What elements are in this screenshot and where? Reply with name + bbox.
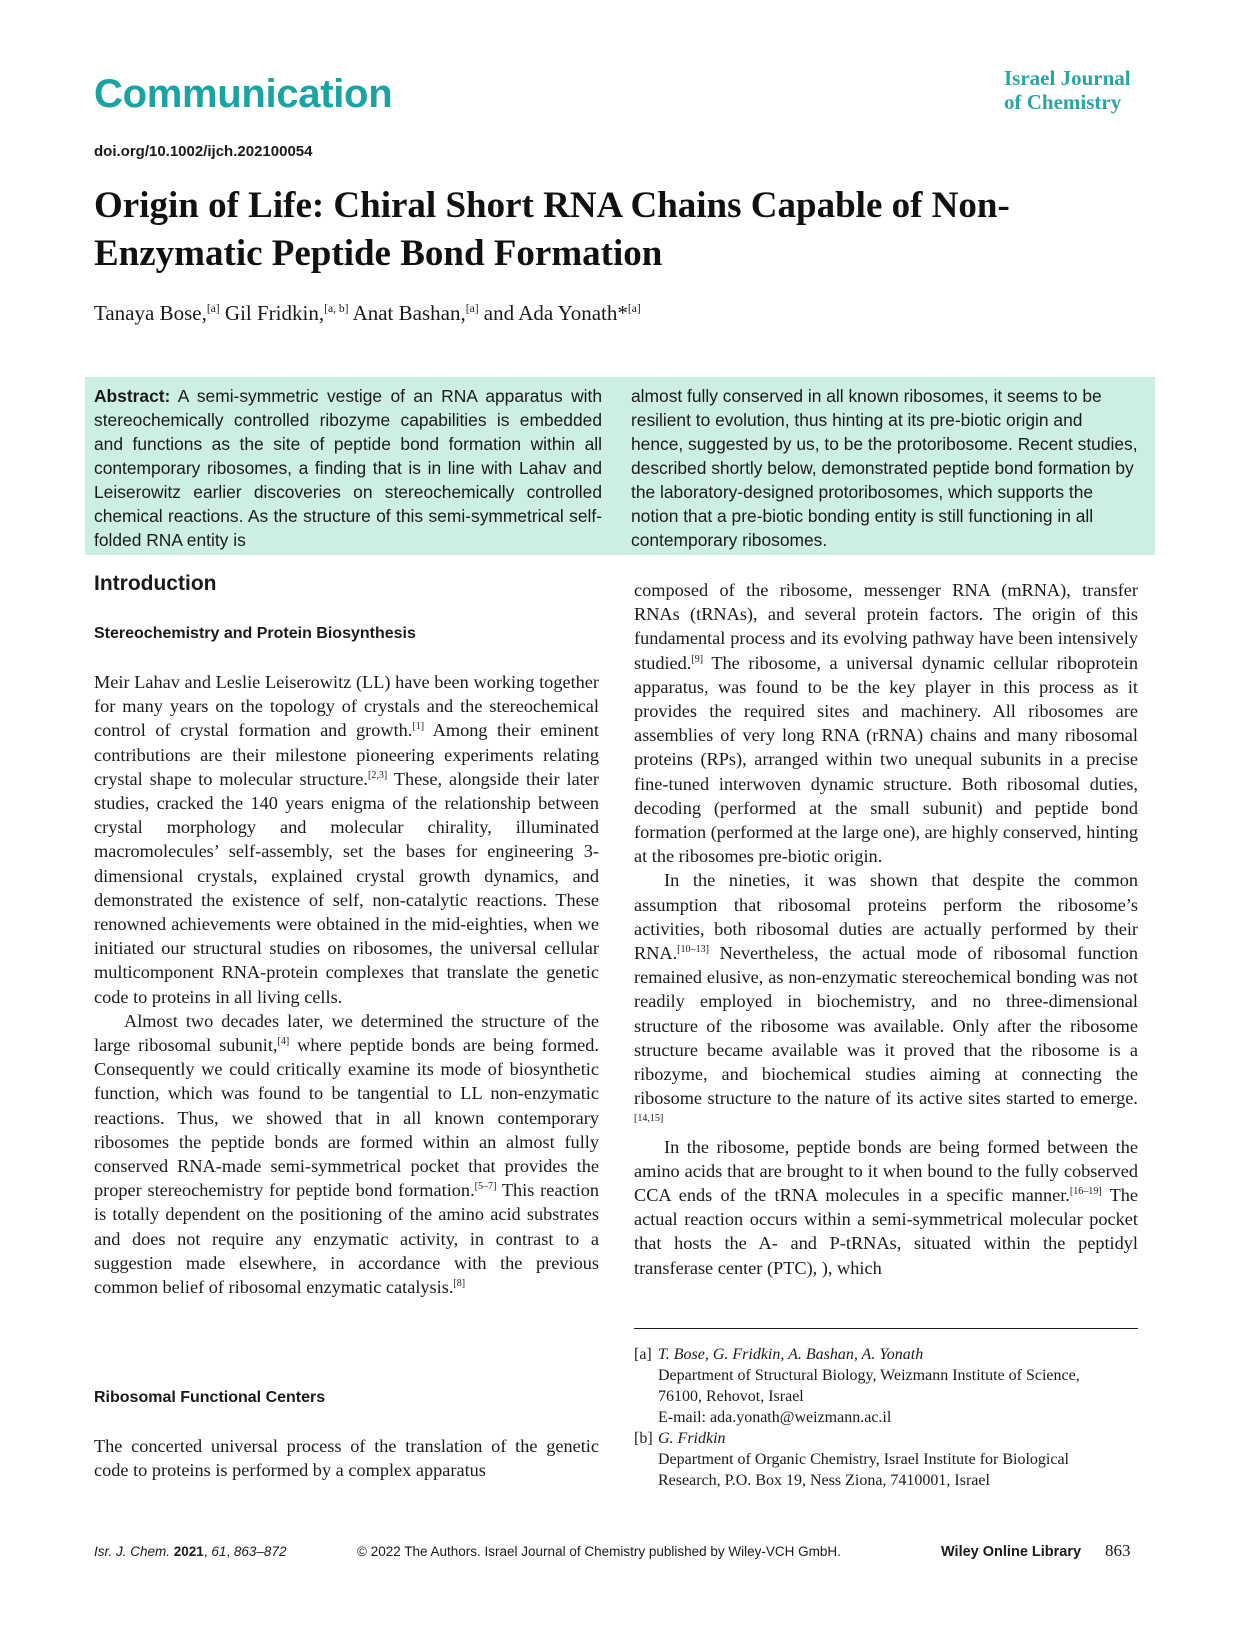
affiliation-footnote	[634, 1428, 1138, 1491]
abstract-label: Abstract:	[94, 386, 171, 406]
author-affiliation: [a]	[627, 303, 641, 315]
journal-logo-line1: Israel Journal	[1004, 66, 1131, 90]
citation-ref[interactable]: [14,15]	[634, 1113, 664, 1125]
body-text-run: Nevertheless, the actual mode of ribosomal function remained elusive, as non-enzymatic stereochemical bonding was not readily employed in biochemistry, and no three-dimensional structure of the ribosome was available. Only after the ribosome structure became available was it proved that the ribosome is a ribozyme, and biochemical studies aiming at connecting the ribosome structure to the nature of its active sites started to emerge.	[634, 943, 1138, 1109]
left-column-body	[94, 670, 599, 1299]
doi-link[interactable]: doi.org/10.1002/ijch.202100054	[94, 143, 313, 160]
body-text-run: The concerted universal process of the translation of the genetic code to proteins is performed by a complex apparatus	[94, 1436, 599, 1481]
citation-ref[interactable]: [4]	[277, 1035, 290, 1047]
author-name: Gil Fridkin,	[224, 301, 325, 325]
footnote-authors: T. Bose, G. Fridkin, A. Bashan, A. Yonath	[658, 1346, 924, 1363]
journal-logo-line2: of Chemistry	[1004, 90, 1122, 114]
footer-citation: Isr. J. Chem. 2021, 61, 863–872	[94, 1544, 287, 1559]
footnote-marker: [b]	[634, 1430, 653, 1447]
footnote-line: Department of Organic Chemistry, Israel Institute for Biological	[658, 1451, 1069, 1468]
footer-library-link[interactable]: Wiley Online Library	[941, 1544, 1082, 1560]
body-paragraph	[94, 1009, 599, 1299]
citation-ref[interactable]: [9]	[691, 653, 704, 665]
subsection-heading: Ribosomal Functional Centers	[94, 1389, 326, 1406]
body-text-run: where peptide bonds are being formed. Consequently we could critically examine its mode of biosynthetic function, which was found to be tangential to LL non-enzymatic reactions. Thus, we showed that in all known contemporary ribosomes the peptide bonds are formed within an almost fully conserved RNA-made semi-symmetrical pocket that provides the proper stereochemistry for peptide bond formation.	[94, 1035, 600, 1201]
body-text-run: Among their eminent contributions are their milestone pioneering experiments relating crystal shape to molecular structure.	[94, 720, 600, 789]
author-affiliation: [a]	[206, 303, 220, 315]
footer-journal-abbr: Isr. J. Chem.	[94, 1544, 171, 1559]
body-paragraph	[634, 578, 1138, 868]
body-paragraph	[634, 1135, 1138, 1280]
footnote-line: Research, P.O. Box 19, Ness Ziona, 7410001, Israel	[658, 1472, 990, 1489]
body-text-run: This reaction is totally dependent on the positioning of the amino acid substrates and does not require any enzymatic activity, in contrast to a suggestion made elsewhere, in accordance with the previous common belief of ribosomal enzymatic catalysis.	[94, 1180, 599, 1298]
footnote-authors: G. Fridkin	[658, 1430, 726, 1447]
footnote-line: 76100, Rehovot, Israel	[658, 1388, 804, 1405]
citation-ref[interactable]: [10–13]	[677, 943, 709, 955]
citation-ref[interactable]: [8]	[453, 1277, 466, 1289]
author-name: and Ada Yonath*	[483, 301, 628, 325]
footnote-marker: [a]	[634, 1346, 652, 1363]
footnote-line: Department of Structural Biology, Weizmann Institute of Science,	[658, 1367, 1080, 1384]
body-text-run: The actual reaction occurs within a semi-symmetrical molecular pocket that hosts the A- and P-tRNAs, situated within the peptidyl transferase center (PTC), ), which	[634, 1185, 1138, 1278]
author-list	[94, 301, 641, 326]
footnote-email[interactable]: E-mail: ada.yonath@weizmann.ac.il	[658, 1409, 892, 1426]
page-number: 863	[1105, 1541, 1131, 1560]
body-paragraph	[94, 670, 599, 1009]
citation-ref[interactable]: [16–19]	[1069, 1185, 1102, 1197]
affiliation-footnotes	[634, 1344, 1138, 1491]
journal-logo	[1004, 66, 1131, 114]
author-name: Anat Bashan,	[352, 301, 466, 325]
footer-year: 2021	[173, 1544, 204, 1559]
body-text-run: The ribosome, a universal dynamic cellular riboprotein apparatus, was found to be the key player in this process as it provides the required sites and machinery. All ribosomes are assemblies of very long RNA (rRNA) chains and many ribosomal proteins (RPs), arranged within two unequal subunits in a precise fine-tuned interwoven dynamic structure. Both ribosomal duties, decoding (performed at the small subunit) and peptide bond formation (performed at the large one), are highly conserved, hinting at the ribosomes pre-biotic origin.	[634, 652, 1138, 867]
footer-pages: 863–872	[233, 1544, 287, 1559]
article-title: Origin of Life: Chiral Short RNA Chains Capable of Non-Enzymatic Peptide Bond Formation	[94, 185, 1010, 274]
footnote-divider	[634, 1328, 1138, 1329]
abstract-text-left: A semi-symmetric vestige of an RNA apparatus with stereochemically controlled ribozyme capabilities is embedded and functions as the site of peptide bond formation within all contemporary ribosomes, a finding that is in line with Lahav and Leiserowitz earlier discoveries on stereochemically controlled chemical reactions. As the structure of this semi-symmetrical self-folded RNA entity is	[94, 386, 602, 550]
author-affiliation: [a]	[465, 303, 479, 315]
body-text-run: In the nineties, it was shown that despite the common assumption that ribosomal proteins perform the ribosome’s activities, both ribosomal duties are actually performed by their RNA.	[634, 870, 1138, 964]
left-column-body-continued	[94, 1434, 599, 1482]
body-text-run: composed of the ribosome, messenger RNA (mRNA), transfer RNAs (tRNAs), and several protein factors. The origin of this fundamental process and its evolving pathway have been intensively studied.	[634, 580, 1138, 673]
abstract-left-column	[94, 384, 602, 552]
abstract-text-right: almost fully conserved in all known ribosomes, it seems to be resilient to evolution, thus hinting at its pre-biotic origin and hence, suggested by us, to be the protoribosome. Recent studies, described shortly below, demonstrated peptide bond formation by the laboratory-designed protoribosomes, which supports the notion that a pre-biotic bonding entity is still functioning in all contemporary ribosomes.	[631, 386, 1138, 550]
body-paragraph	[94, 1434, 599, 1482]
footer-copyright: © 2022 The Authors. Israel Journal of Chemistry published by Wiley-VCH GmbH.	[357, 1544, 841, 1559]
abstract-right-column	[631, 384, 1139, 552]
body-paragraph	[634, 868, 1138, 1134]
body-text-run: These, alongside their later studies, cracked the 140 years enigma of the relationship between crystal morphology and molecular chirality, illuminated macromolecules’ self-assembly, set the bases for engineering 3-dimensional crystals, explained crystal growth dynamics, and demonstrated the existence of self, non-catalytic reactions. These renowned achievements were obtained in the mid-eighties, when we initiated our structural studies on ribosomes, the universal cellular multicomponent RNA-protein complexes that translate the genetic code to proteins in all living cells.	[94, 768, 599, 1007]
citation-ref[interactable]: [1]	[412, 721, 425, 733]
body-text-run: In the ribosome, peptide bonds are being formed between the amino acids that are brought to it when bound to the fully cobserved CCA ends of the tRNA molecules in a specific manner.	[634, 1136, 1138, 1206]
body-text-run: Almost two decades later, we determined the structure of the large ribosomal subunit,	[94, 1010, 599, 1056]
author-name: Tanaya Bose,	[94, 301, 207, 325]
citation-ref[interactable]: [2,3]	[368, 769, 388, 781]
affiliation-footnote	[634, 1344, 1138, 1428]
footer-volume: 61	[211, 1544, 227, 1559]
body-text-run: Meir Lahav and Leslie Leiserowitz (LL) have been working together for many years on the topology of crystals and the stereochemical control of crystal formation and growth.	[94, 672, 599, 741]
right-column-body	[634, 578, 1138, 1280]
article-type-label: Communication	[94, 72, 393, 116]
citation-ref[interactable]: [5–7]	[474, 1181, 497, 1193]
section-heading-introduction: Introduction	[94, 572, 217, 595]
author-affiliation: [a, b]	[324, 303, 349, 315]
subsection-heading: Stereochemistry and Protein Biosynthesis	[94, 625, 416, 642]
